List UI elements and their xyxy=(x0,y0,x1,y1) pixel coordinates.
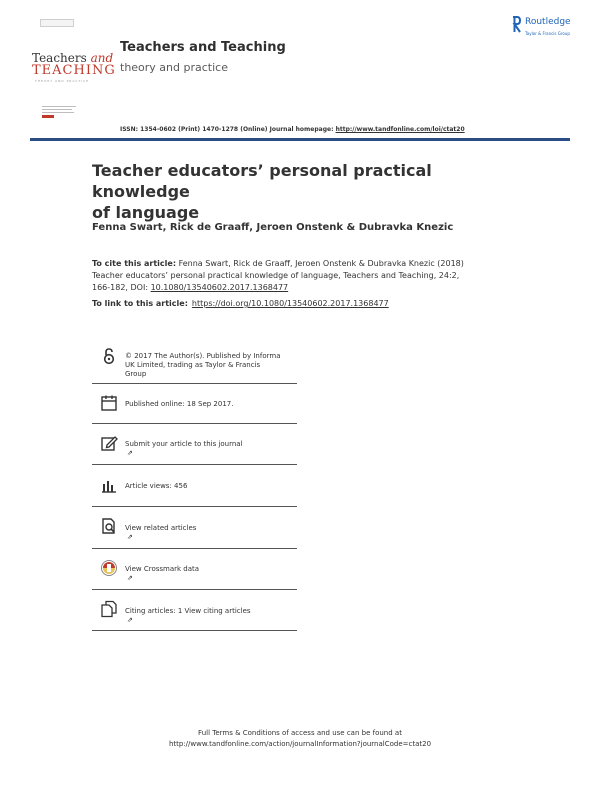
view-citing-articles-link[interactable]: Citing articles: 1 View citing articles xyxy=(125,607,251,615)
search-document-icon xyxy=(100,517,118,535)
routledge-r-icon xyxy=(512,16,521,33)
open-access-icon xyxy=(100,347,118,365)
submit-article-link[interactable]: Submit your article to this journal xyxy=(125,440,243,448)
external-link-icon: ⇗ xyxy=(127,616,133,624)
publisher-name: Routledge xyxy=(525,17,571,27)
doi-link[interactable]: 10.1080/13540602.2017.1368477 xyxy=(150,283,289,292)
journal-logo-line3: THEORY AND PRACTICE xyxy=(35,79,90,83)
view-related-articles-link[interactable]: View related articles xyxy=(125,524,197,532)
calendar-icon xyxy=(100,394,118,412)
article-info-list xyxy=(92,340,297,631)
crossmark-row[interactable] xyxy=(92,549,297,590)
citation-block: To cite this article: Fenna Swart, Rick de Graaff, Jeroen Onstenk & Dubravka Knezic (2018) Teacher educators’ personal practical knowledge of language, Teachers and Teaching, 24:2, 166-182, DOI: 10.1080/13540602.2017.1368477 xyxy=(92,259,464,292)
citing-articles-icon xyxy=(100,600,118,618)
published-row: Published online: 18 Sep 2017. xyxy=(92,384,297,424)
external-link-icon: ⇗ xyxy=(127,449,133,457)
journal-logo-line1: Teachers and xyxy=(32,51,114,65)
issn-line: ISSN: 1354-0602 (Print) 1470-1278 (Online) Journal homepage: http://www.tandfonline.com/loi/ctat20 xyxy=(120,126,465,133)
related-row[interactable] xyxy=(92,507,297,549)
citing-row[interactable] xyxy=(92,590,297,631)
edit-icon xyxy=(100,434,118,452)
footer-terms-link[interactable]: http://www.tandfonline.com/action/journalInformation?journalCode=ctat20 xyxy=(168,740,432,748)
header-rule xyxy=(30,138,570,141)
article-doi-url[interactable]: https://doi.org/10.1080/13540602.2017.1368477 xyxy=(191,299,389,308)
article-title: Teacher educators’ personal practical knowledge of language xyxy=(92,161,432,222)
footer-terms: Full Terms & Conditions of access and use can be found at http://www.tandfonline.com/action/journalInformation?journalCode=ctat20 xyxy=(100,728,500,750)
taylor-francis-small-logo xyxy=(42,106,76,130)
journal-subtitle: theory and practice xyxy=(120,61,228,74)
license-row: © 2017 The Author(s). Published by Informa UK Limited, trading as Taylor & Francis Group xyxy=(92,340,297,384)
journal-cover-thumbnail xyxy=(40,19,74,27)
publisher-tagline: Taylor & Francis Group xyxy=(525,31,570,36)
views-row: Article views: 456 xyxy=(92,465,297,507)
article-authors: Fenna Swart, Rick de Graaff, Jeroen Onstenk & Dubravka Knezic xyxy=(92,222,454,233)
journal-logo-line2: TEACHING xyxy=(32,63,116,78)
submit-row[interactable] xyxy=(92,424,297,465)
publisher-logo xyxy=(512,16,592,44)
view-crossmark-link[interactable]: View Crossmark data xyxy=(125,565,200,573)
journal-homepage-link[interactable]: http://www.tandfonline.com/loi/ctat20 xyxy=(335,126,465,133)
crossmark-icon xyxy=(100,559,118,577)
external-link-icon: ⇗ xyxy=(127,533,133,541)
bar-chart-icon xyxy=(100,476,118,494)
external-link-icon: ⇗ xyxy=(127,574,133,582)
article-link-line: To link to this article: https://doi.org/10.1080/13540602.2017.1368477 xyxy=(92,299,389,308)
journal-title: Teachers and Teaching xyxy=(120,40,286,55)
